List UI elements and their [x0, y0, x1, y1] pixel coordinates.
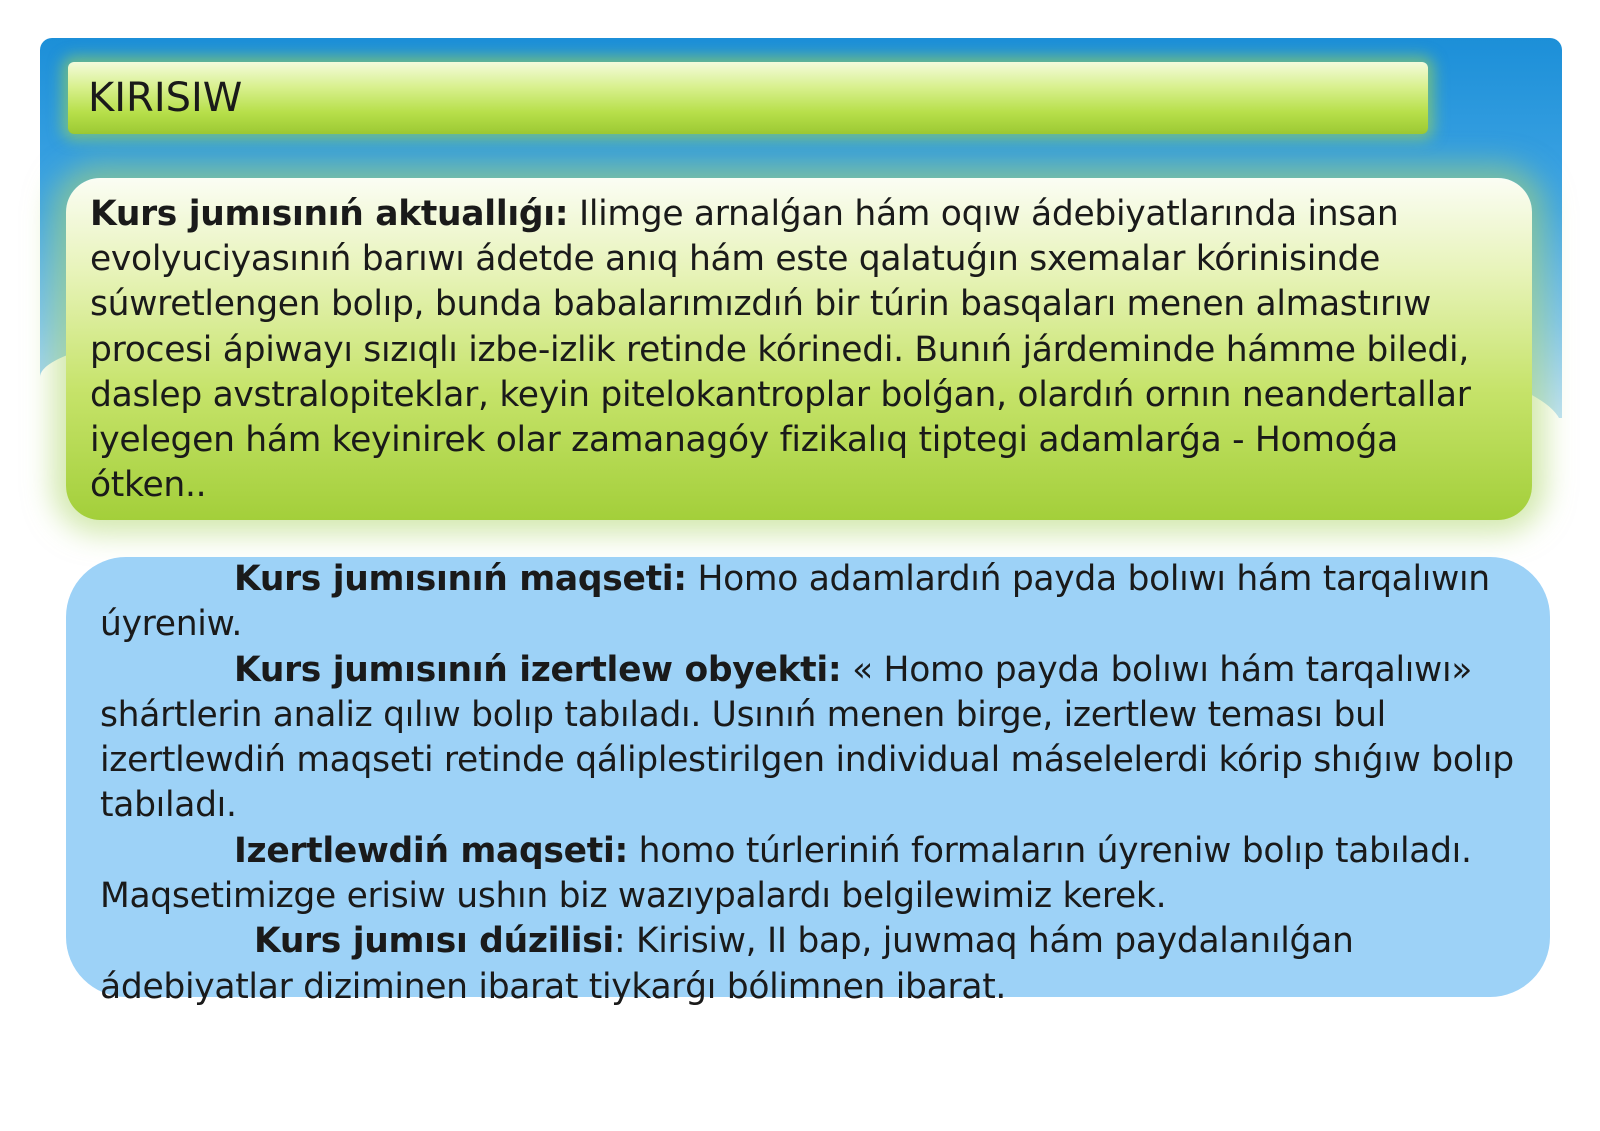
object-text: « Homo payda bolıwı hám tarqalıwı» shártlerin analiz qılıw bolıp tabıladı. Usınıń menen birge, izertlew teması bul izertlewdiń maqseti retinde qáliplestirilgen individual máselelerdi kórip shıǵıw bolıp tabıladı.	[100, 649, 1514, 826]
structure-paragraph	[100, 919, 1520, 1010]
goal-paragraph	[100, 557, 1520, 648]
slide-title: KIRISIW	[88, 75, 243, 121]
research-goal-text: homo túrleriniń formaların úyreniw bolıp tabıladı. Maqsetimizge erisiw ushın biz wazıypalardı belgilewimiz kerek.	[100, 830, 1472, 917]
structure-label: Kurs jumısı dúzilisi	[254, 921, 614, 962]
objectives-box	[66, 557, 1550, 1007]
actuality-text: Ilimge arnalǵan hám oqıw ádebiyatlarında insan evolyuciyasınıń barıwı ádetde anıq hám este qalatuǵın sxemalar kórinisinde súwretlengen bolıp, bunda babalarımızdıń bir túrin basqaları menen almastırıw procesi ápiwayı sızıqlı izbe-izlik retinde kórinedi. Bunıń járdeminde hámme biledi, daslep avstralopiteklar, keyin pitelokantroplar bolǵan, olardıń ornın neandertallar iyelegen hám keyinirek olar zamanagóy fizikalıq tiptegi adamlarǵa - Homoǵa ótken..	[90, 194, 1471, 506]
object-paragraph	[100, 648, 1520, 829]
object-label: Kurs jumısınıń izertlew obyekti:	[234, 649, 842, 690]
research-goal-paragraph	[100, 829, 1520, 920]
research-goal-label: Izertlewdiń maqseti:	[234, 830, 628, 871]
goal-text: Homo adamlardıń payda bolıwı hám tarqalıwın úyreniw.	[100, 559, 1490, 645]
goal-label: Kurs jumısınıń maqseti:	[234, 559, 687, 599]
actuality-label: Kurs jumısınıń aktuallıǵı:	[90, 194, 569, 234]
structure-text: : Kirisiw, II bap, juwmaq hám paydalanılǵan ádebiyatlar diziminen ibarat tiykarǵı bólimnen ibarat.	[100, 921, 1354, 1007]
actuality-paragraph	[90, 192, 1504, 508]
actuality-box	[66, 178, 1532, 520]
slide-title-bar	[68, 62, 1428, 134]
